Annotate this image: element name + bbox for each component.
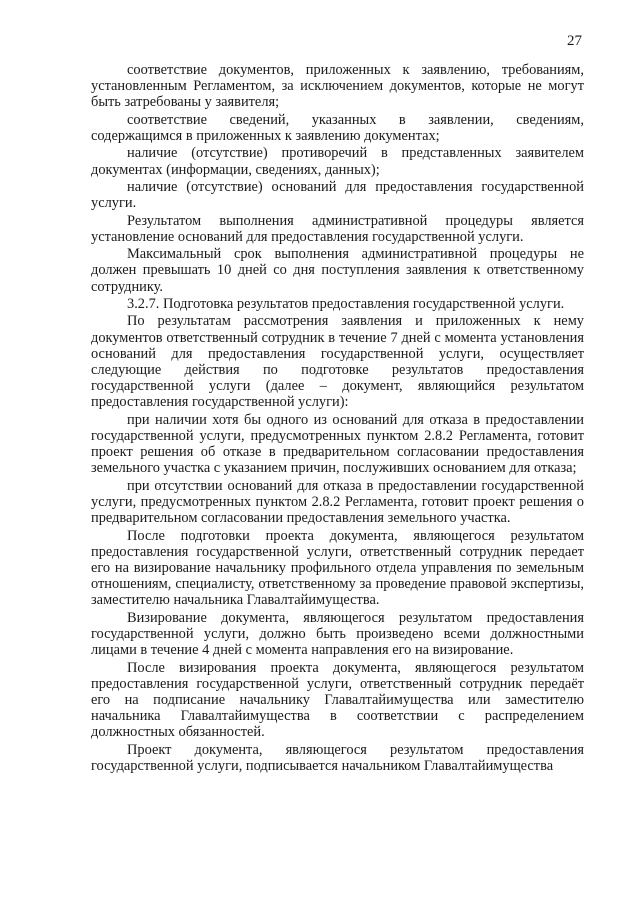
paragraph-information-compliance: соответствие сведений, указанных в заявлении, сведениям, содержащимся в приложенных к заявлению документах; bbox=[91, 111, 584, 144]
paragraph-refusal-grounds: при наличии хотя бы одного из оснований для отказа в предоставлении государственной услуги, предусмотренных пунктом 2.8.2 Регламента, готовит проект решения об отказе в предварительном согласовании предоставления земельного участка с указанием причин, послуживших основанием для отказа; bbox=[91, 411, 584, 477]
paragraph-requirement-compliance: соответствие документов, приложенных к заявлению, требованиям, установленным Регламентом, за исключением документов, которые не могут быть затребованы у заявителя; bbox=[91, 62, 584, 111]
paragraph-section-heading: 3.2.7. Подготовка результатов предоставления государственной услуги. bbox=[127, 295, 565, 312]
paragraph-approval-deadline: Визирование документа, являющегося результатом предоставления государственной услуги, должно быть произведено всеми должностными лицами в течение 4 дней с момента направления его на визирование. bbox=[91, 609, 584, 659]
paragraph-contradictions: наличие (отсутствие) противоречий в представленных заявителем документах (информации, сведениях, данных); bbox=[91, 145, 584, 178]
document-body bbox=[91, 62, 584, 775]
paragraph-no-refusal-grounds: при отсутствии оснований для отказа в предоставлении государственной услуги, предусмотренных пунктом 2.8.2 Регламента, готовит проект решения о предварительном согласовании предоставления земельного участка. bbox=[91, 477, 584, 527]
paragraph-max-duration: Максимальный срок выполнения административной процедуры не должен превышать 10 дней со дня поступления заявления к ответственному сотруднику. bbox=[91, 246, 584, 295]
paragraph-review-results: По результатам рассмотрения заявления и приложенных к нему документов ответственный сотрудник в течение 7 дней с момента установления оснований для предоставления государственной услуги, осуществляет следующие действия по подготовке результатов предоставления государственной услуги (далее – документ, являющийся результатом предоставления государственной услуги): bbox=[91, 313, 584, 411]
page-number: 27 bbox=[567, 33, 582, 49]
paragraph-transfer-for-approval: После подготовки проекта документа, являющегося результатом предоставления государственной услуги, ответственный сотрудник передает его на визирование начальнику профильного отдела управления по земельным отношениям, специалисту, ответственному за проведение правовой экспертизы, заместителю начальника Главалтайимущества. bbox=[91, 527, 584, 609]
paragraph-signing: Проект документа, являющегося результатом предоставления государственной услуги, подписывается начальником Главалтайимущества bbox=[91, 741, 584, 774]
paragraph-grounds: наличие (отсутствие) оснований для предоставления государственной услуги. bbox=[91, 178, 584, 212]
paragraph-transfer-for-signing: После визирования проекта документа, являющегося результатом предоставления государственной услуги, ответственный сотрудник передаёт его на подписание начальнику Главалтайимущества или заместителю начальника Главалтайимущества в соответствии с распределением должностных обязанностей. bbox=[91, 659, 584, 741]
paragraph-procedure-result: Результатом выполнения административной процедуры является установление оснований для предоставления государственной услуги. bbox=[91, 212, 584, 245]
